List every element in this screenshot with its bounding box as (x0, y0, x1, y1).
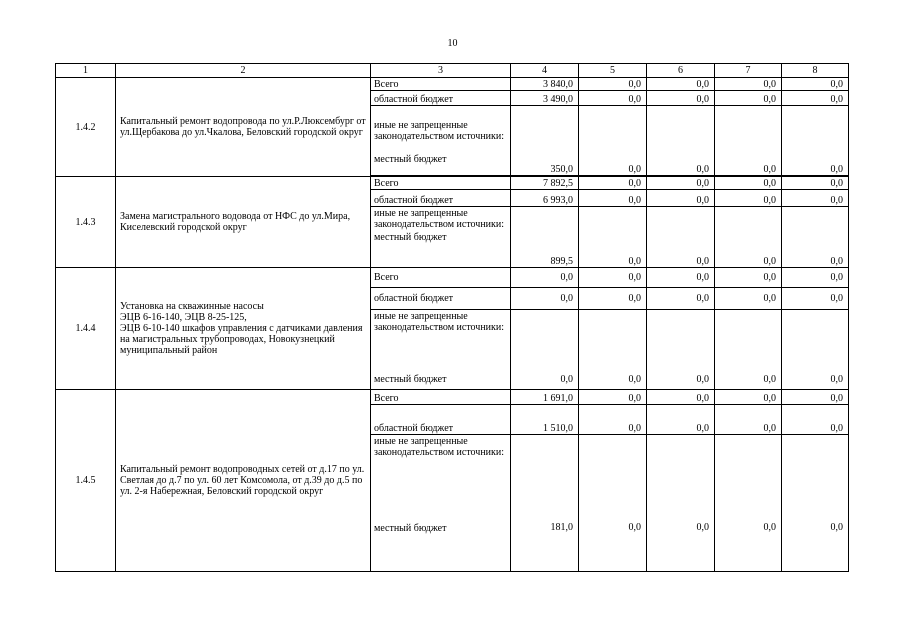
value-cell: 0,0 (647, 91, 715, 106)
value-cell: 0,0 (782, 268, 849, 288)
value-cell: 0,0 (715, 177, 782, 190)
value-cell: 0,0 (715, 268, 782, 288)
source-label: Всего (371, 268, 511, 288)
header-row (56, 64, 849, 78)
other-sources-label: иные не запрещенные законодательством источники: (374, 208, 505, 230)
value-cell: 0,0 (579, 390, 647, 405)
value-cell: 899,5 (511, 207, 579, 268)
value-cell: 0,0 (647, 435, 715, 572)
value-cell: 0,0 (782, 190, 849, 207)
value-cell: 0,0 (579, 207, 647, 268)
table-row (56, 390, 849, 405)
header-cell: 3 (371, 64, 511, 78)
value-cell: 0,0 (579, 190, 647, 207)
item-number: 1.4.3 (56, 177, 116, 268)
value-cell: 0,0 (511, 310, 579, 390)
value-cell: 0,0 (579, 91, 647, 106)
local-budget-label: местный бюджет (374, 232, 447, 243)
page-number: 10 (447, 38, 458, 49)
source-label: Всего (371, 177, 511, 190)
header-cell: 2 (116, 64, 371, 78)
value-cell: 0,0 (647, 288, 715, 310)
item-number: 1.4.4 (56, 268, 116, 390)
budget-table (55, 63, 849, 572)
value-cell: 0,0 (715, 207, 782, 268)
item-description: Установка на скважинные насосы ЭЦВ 6-16-140, ЭЦВ 8-25-125, ЭЦВ 6-10-140 шкафов управления с датчиками давления на магистральных трубопроводах, Новокузнецкий муниципальный район (116, 268, 371, 390)
table-row (56, 78, 849, 91)
other-sources-label: иные не запрещенные законодательством источники: (374, 436, 505, 458)
source-label (371, 310, 511, 390)
value-cell: 0,0 (782, 435, 849, 572)
value-cell: 181,0 (511, 435, 579, 572)
value-cell: 0,0 (782, 288, 849, 310)
value-cell: 0,0 (511, 268, 579, 288)
value-cell: 6 993,0 (511, 190, 579, 207)
item-number: 1.4.2 (56, 78, 116, 177)
source-label (371, 435, 511, 572)
value-cell: 1 691,0 (511, 390, 579, 405)
table-row (56, 268, 849, 288)
header-cell: 6 (647, 64, 715, 78)
value-cell: 0,0 (579, 405, 647, 435)
value-cell: 0,0 (579, 177, 647, 190)
value-cell: 0,0 (715, 78, 782, 91)
value-cell: 0,0 (579, 435, 647, 572)
value-cell: 350,0 (511, 106, 579, 176)
value-cell: 0,0 (715, 190, 782, 207)
local-budget-label: местный бюджет (374, 154, 447, 165)
value-cell: 3 840,0 (511, 78, 579, 91)
local-budget-label: местный бюджет (374, 523, 447, 534)
source-label (371, 106, 511, 176)
value-cell: 0,0 (782, 106, 849, 176)
source-label: Всего (371, 390, 511, 405)
value-cell: 0,0 (647, 177, 715, 190)
value-cell: 7 892,5 (511, 177, 579, 190)
local-budget-label: местный бюджет (374, 374, 447, 385)
value-cell: 0,0 (782, 91, 849, 106)
other-sources-label: иные не запрещенные законодательством источники: (374, 120, 505, 142)
value-cell: 0,0 (715, 390, 782, 405)
value-cell: 0,0 (511, 288, 579, 310)
value-cell: 0,0 (715, 310, 782, 390)
value-cell: 1 510,0 (511, 405, 579, 435)
source-label (371, 207, 511, 268)
value-cell: 0,0 (647, 390, 715, 405)
source-label: областной бюджет (371, 405, 511, 435)
item-description: Замена магистрального водовода от НФС до ул.Мира, Киселевский городской округ (116, 177, 371, 268)
header-cell: 4 (511, 64, 579, 78)
source-label: областной бюджет (371, 91, 511, 106)
value-cell: 0,0 (715, 405, 782, 435)
value-cell: 0,0 (715, 288, 782, 310)
source-label: Всего (371, 78, 511, 91)
item-description: Капитальный ремонт водопровода по ул.Р.Люксембург от ул.Щербакова до ул.Чкалова, Беловский городской округ (116, 78, 371, 177)
value-cell: 0,0 (647, 207, 715, 268)
header-cell: 7 (715, 64, 782, 78)
value-cell: 0,0 (579, 78, 647, 91)
value-cell: 0,0 (647, 310, 715, 390)
value-cell: 0,0 (715, 435, 782, 572)
value-cell: 0,0 (647, 190, 715, 207)
value-cell: 0,0 (782, 390, 849, 405)
value-cell: 0,0 (782, 207, 849, 268)
header-cell: 8 (782, 64, 849, 78)
value-cell: 0,0 (579, 268, 647, 288)
value-cell: 0,0 (782, 177, 849, 190)
item-number: 1.4.5 (56, 390, 116, 572)
value-cell: 0,0 (647, 106, 715, 176)
value-cell: 0,0 (647, 78, 715, 91)
source-label: областной бюджет (371, 190, 511, 207)
header-cell: 1 (56, 64, 116, 78)
value-cell: 0,0 (579, 288, 647, 310)
value-cell: 3 490,0 (511, 91, 579, 106)
header-cell: 5 (579, 64, 647, 78)
table-row (56, 177, 849, 190)
value-cell: 0,0 (647, 405, 715, 435)
value-cell: 0,0 (782, 405, 849, 435)
value-cell: 0,0 (715, 106, 782, 176)
value-cell: 0,0 (782, 310, 849, 390)
item-description: Капитальный ремонт водопроводных сетей от д.17 по ул. Светлая до д.7 по ул. 60 лет Комсомола, от д.39 до д.5 по ул. 2-я Набережная, Беловский городской округ (116, 390, 371, 572)
value-cell: 0,0 (579, 310, 647, 390)
value-cell: 0,0 (782, 78, 849, 91)
other-sources-label: иные не запрещенные законодательством источники: (374, 311, 505, 333)
value-cell: 0,0 (647, 268, 715, 288)
source-label: областной бюджет (371, 288, 511, 310)
value-cell: 0,0 (579, 106, 647, 176)
value-cell: 0,0 (715, 91, 782, 106)
